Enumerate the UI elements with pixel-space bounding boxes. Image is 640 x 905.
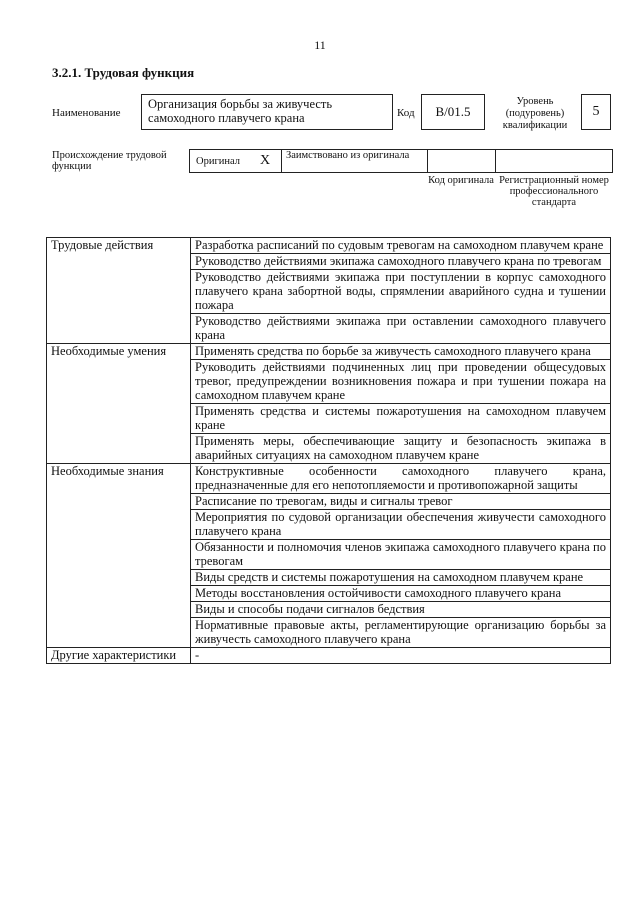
description-cell: Применять средства и системы пожаротушения на самоходном плавучем кране [191,404,611,434]
description-cell: Применять меры, обеспечивающие защиту и безопасность экипажа в аварийных ситуациях на самоходном плавучем кране [191,434,611,464]
description-cell: Виды и способы подачи сигналов бедствия [191,602,611,618]
borrowed-cell [282,150,428,172]
description-cell: Применять средства по борьбе за живучесть самоходного плавучего крана [191,344,611,360]
original-mark: X [260,153,271,168]
table-row [47,238,611,254]
table-row [47,648,611,664]
borrowed-label: Заимствовано из оригинала [286,150,410,161]
description-cell: Методы восстановления остойчивости самоходного плавучего крана [191,586,611,602]
category-cell: Необходимые знания [47,464,191,648]
description-cell: Конструктивные особенности самоходного плавучего крана, предназначенные для его непотопляемости и противопожарной защиты [191,464,611,494]
function-name-box: Организация борьбы за живучесть самоходного плавучего крана [141,94,393,130]
origin-code-cell [428,150,496,172]
level-label: Уровень (подуровень) квалификации [502,96,568,131]
level-box: 5 [581,94,611,130]
category-cell: Необходимые умения [47,344,191,464]
description-cell: Расписание по тревогам, виды и сигналы тревог [191,494,611,510]
origin-code-caption: Код оригинала [428,175,494,186]
description-cell: Мероприятия по судовой организации обеспечения живучести самоходного плавучего крана [191,510,611,540]
code-label: Код [397,107,415,119]
code-box: B/01.5 [421,94,485,130]
name-label: Наименование [52,107,121,119]
description-cell: Обязанности и полномочия членов экипажа самоходного плавучего крана по тревогам [191,540,611,570]
origin-reg-cell [496,150,612,172]
function-table [46,237,611,664]
description-cell: Руководство действиями экипажа самоходного плавучего крана по тревогам [191,254,611,270]
table-row [47,464,611,494]
description-cell: Нормативные правовые акты, регламентирующие организацию борьбы за живучесть самоходного плавучего крана [191,618,611,648]
page-number: 11 [314,38,326,52]
description-cell: Руководство действиями экипажа при оставлении самоходного плавучего крана [191,314,611,344]
description-cell: Руководство действиями экипажа при поступлении в корпус самоходного плавучего крана забортной воды, спрямлении аварийного судна и тушении пожара [191,270,611,314]
origin-label: Происхождение трудовой функции [52,150,167,172]
original-cell [190,150,282,172]
category-cell: Трудовые действия [47,238,191,344]
description-cell: Виды средств и системы пожаротушения на самоходном плавучем кране [191,570,611,586]
original-label: Оригинал [196,156,240,167]
origin-reg-caption: Регистрационный номер профессионального стандарта [499,175,609,208]
category-cell: Другие характеристики [47,648,191,664]
table-row [47,344,611,360]
description-cell: Руководить действиями подчиненных лиц при проведении общесудовых тревог, предупреждении возникновения пожара и при тушении пожара на самоходном плавучем кране [191,360,611,404]
section-title: 3.2.1. Трудовая функция [52,65,195,80]
description-cell: - [191,648,611,664]
description-cell: Разработка расписаний по судовым тревогам на самоходном плавучем кране [191,238,611,254]
origin-row [189,149,613,173]
